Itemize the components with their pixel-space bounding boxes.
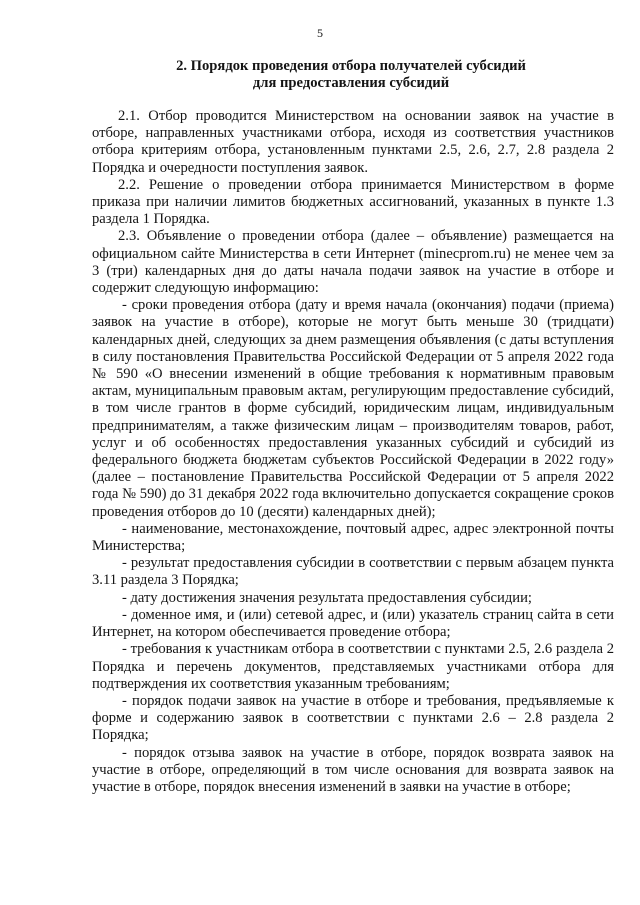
list-item: - порядок отзыва заявок на участие в отборе, порядок возврата заявок на участие в отборе, определяющий в том числе основания для возврата заявок на участие в отборе, порядок внесения изменений в заявки на участие в отборе; [92, 744, 614, 795]
list-item: - сроки проведения отбора (дату и время начала (окончания) подачи (приема) заявок на участие в отборе), которые не могут быть меньше 30 (тридцати) календарных дней, следующих за днем размещения объявления (с даты вступления в силу постановления Правительства Российской Федерации от 5 апреля 2022 года № 590 «О внесении изменений в общие требования к нормативным правовым актам, муниципальным правовым актам, регулирующим предоставление субсидий, в том числе грантов в форме субсидий, юридическим лицам, индивидуальным предпринимателям, а также физическим лицам – производителям товаров, работ, услуг и об особенностях предоставления указанных субсидий и субсидий из федерального бюджета бюджетам субъектов Российской Федерации в 2022 году» (далее – постановление Правительства Российской Федерации от 5 апреля 2022 года № 590) до 31 декабря 2022 года включительно допускается сокращение сроков проведения отборов до 10 (десяти) календарных дней); [92, 297, 614, 520]
document-body [92, 108, 614, 796]
section-heading [92, 58, 610, 92]
list-item: - требования к участникам отбора в соответствии с пунктами 2.5, 2.6 раздела 2 Порядка и перечень документов, представляемых участниками отбора для подтверждения их соответствия указанным требованиям; [92, 641, 614, 692]
list-item: - наименование, местонахождение, почтовый адрес, адрес электронной почты Министерства; [92, 520, 614, 555]
list-item: - порядок подачи заявок на участие в отборе и требования, предъявляемые к форме и содержанию заявок в соответствии с пунктами 2.6 – 2.8 раздела 2 Порядка; [92, 692, 614, 744]
list-item: - дату достижения значения результата предоставления субсидии; [122, 589, 532, 606]
paragraph-2-1: 2.1. Отбор проводится Министерством на основании заявок на участие в отборе, направленных участниками отбора, исходя из соответствия участников отбора критериям отбора, установленным пунктами 2.5, 2.6, 2.7, 2.8 раздела 2 Порядка и очередности поступления заявок. [92, 108, 614, 176]
section-heading-line-2: для предоставления субсидий [252, 75, 450, 91]
paragraph-2-2: 2.2. Решение о проведении отбора принимается Министерством в форме приказа при наличии лимитов бюджетных ассигнований, указанных в пункте 1.3 раздела 1 Порядка. [92, 176, 614, 228]
page-number: 5 [317, 26, 323, 40]
section-heading-line-1: 2. Порядок проведения отбора получателей субсидий [176, 58, 526, 74]
list-item: - доменное имя, и (или) сетевой адрес, и (или) указатель страниц сайта в сети Интернет, на котором обеспечивается проведение отбора; [92, 606, 614, 641]
list-item: - результат предоставления субсидии в соответствии с первым абзацем пункта 3.11 раздела 3 Порядка; [92, 555, 614, 589]
paragraph-2-3: 2.3. Объявление о проведении отбора (далее – объявление) размещается на официальном сайте Министерства в сети Интернет (minecprom.ru) не менее чем за 3 (три) календарных дня до даты начала подачи заявок на участие в отборе и содержит следующую информацию: [92, 228, 614, 297]
